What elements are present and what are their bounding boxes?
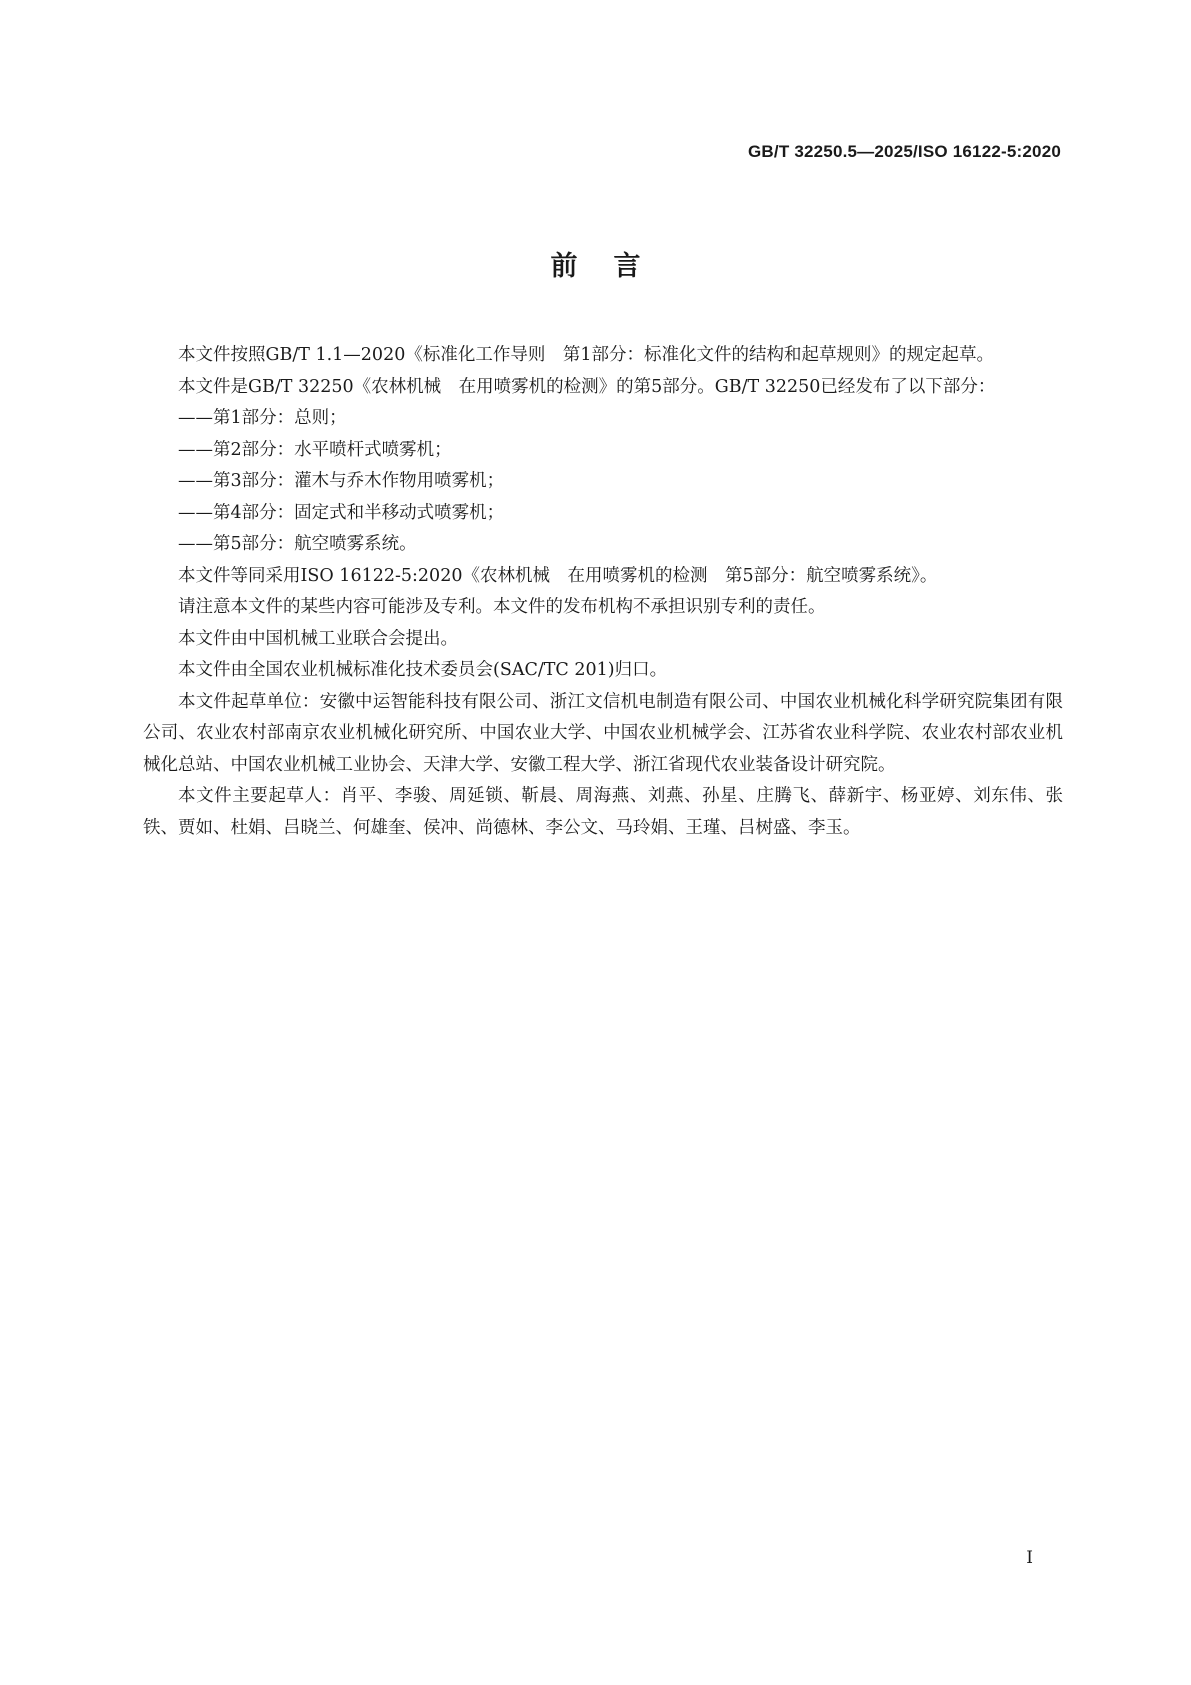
document-code: GB/T 32250.5—2025/ISO 16122-5:2020 (748, 142, 1061, 161)
paragraph-committee: 本文件由全国农业机械标准化技术委员会(SAC/TC 201)归口。 (178, 660, 668, 680)
paragraph-drafters: 本文件主要起草人：肖平、李骏、周延锁、靳晨、周海燕、刘燕、孙星、庄腾飞、薛新宇、杨亚婷、刘东伟、张铁、贾如、杜娟、吕晓兰、何雄奎、侯冲、尚德林、李公文、马玲娟、王瑾、吕树盛、李玉。 (143, 786, 1063, 838)
paragraph-drafting-units: 本文件起草单位：安徽中运智能科技有限公司、浙江文信机电制造有限公司、中国农业机械化科学研究院集团有限公司、农业农村部南京农业机械化研究所、中国农业大学、中国农业机械学会、江苏省农业科学院、农业农村部农业机械化总站、中国农业机械工业协会、天津大学、安徽工程大学、浙江省现代农业装备设计研究院。 (143, 691, 1063, 775)
page-title: 前言 (550, 251, 677, 282)
paragraph-series-intro: 本文件是GB/T 32250《农林机械 在用喷雾机的检测》的第5部分。GB/T 32250已经发布了以下部分： (178, 376, 996, 397)
page-number: I (1026, 1548, 1033, 1568)
list-item: ——第5部分：航空喷雾系统。 (178, 534, 417, 554)
list-item: ——第4部分：固定式和半移动式喷雾机； (178, 502, 505, 523)
paragraph-patent-notice: 请注意本文件的某些内容可能涉及专利。本文件的发布机构不承担识别专利的责任。 (178, 597, 826, 617)
paragraph-proposer: 本文件由中国机械工业联合会提出。 (178, 628, 458, 649)
list-item: ——第2部分：水平喷杆式喷雾机； (178, 439, 452, 460)
foreword-body (143, 340, 1063, 844)
paragraph-drafting-rules: 本文件按照GB/T 1.1—2020《标准化工作导则 第1部分：标准化文件的结构和起草规则》的规定起草。 (178, 345, 994, 365)
list-item: ——第1部分：总则； (178, 408, 347, 428)
paragraph-adoption: 本文件等同采用ISO 16122-5:2020《农林机械 在用喷雾机的检测 第5部分：航空喷雾系统》。 (178, 565, 938, 586)
list-item: ——第3部分：灌木与乔木作物用喷雾机； (178, 471, 505, 491)
